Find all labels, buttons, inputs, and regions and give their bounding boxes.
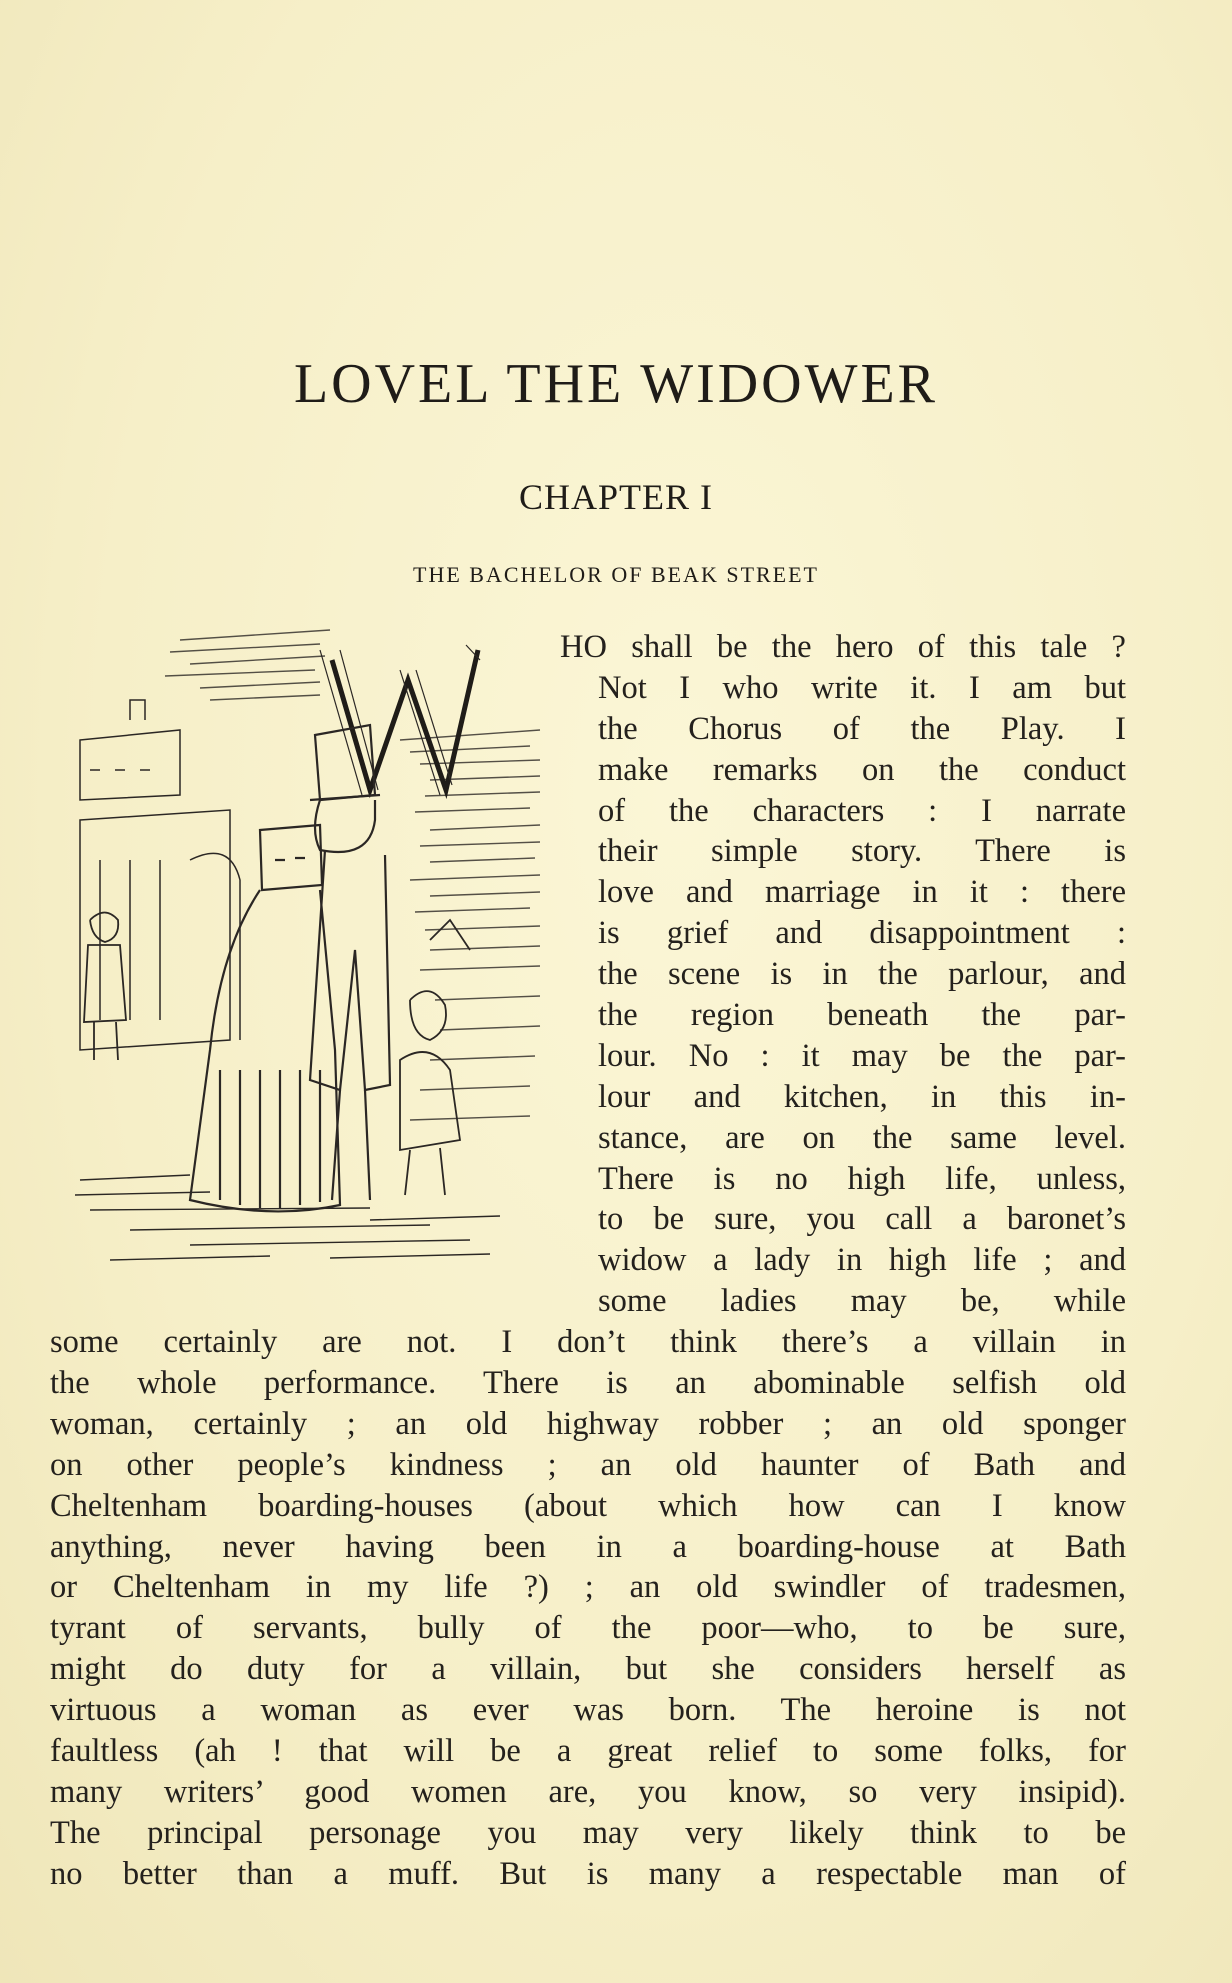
chapter-heading: CHAPTER I [518,477,713,517]
text-line: some ladies may be, while [598,1283,1126,1320]
chapter-subtitle: THE BACHELOR OF BEAK STREET [413,562,819,587]
text-line: faultless (ah ! that will be a great relief to some folks, for [50,1733,1126,1770]
text-line: lour and kitchen, in this in- [598,1078,1126,1115]
text-line: HO shall be the hero of this tale ? [560,629,1126,665]
text-line: no better than a muff. But is many a respectable man of [50,1855,1126,1892]
text-line: tyrant of servants, bully of the poor—who, to be sure, [50,1610,1126,1647]
text-line: the Chorus of the Play. I [598,710,1126,747]
text-line: the whole performance. There is an abominable selfish old [50,1365,1126,1402]
text-line: virtuous a woman as ever was born. The heroine is not [50,1692,1126,1729]
text-line: anything, never having been in a boarding-house at Bath [50,1528,1126,1565]
text-line: is grief and disappointment : [598,915,1126,952]
text-line: Cheltenham boarding-houses (about which how can I know [50,1487,1126,1524]
text-line: Not I who write it. I am but [598,669,1126,706]
text-line: the scene is in the parlour, and [598,956,1126,993]
body-text [50,627,1126,1895]
text-line: There is no high life, unless, [598,1160,1126,1197]
text-line: The principal personage you may very likely think to be [50,1814,1126,1851]
text-line: of the characters : I narrate [598,792,1126,829]
text-line: their simple story. There is [598,833,1126,870]
text-line: make remarks on the conduct [598,751,1126,788]
text-line: many writers’ good women are, you know, so very insipid). [50,1773,1126,1810]
text-line: woman, certainly ; an old highway robber ; an old sponger [50,1405,1126,1442]
text-line: some certainly are not. I don’t think there’s a villain in [50,1324,1126,1361]
text-line: might do duty for a villain, but she considers herself as [50,1651,1126,1688]
text-line: lour. No : it may be the par- [598,1037,1126,1074]
text-line: on other people’s kindness ; an old haunter of Bath and [50,1446,1126,1483]
book-title: LOVEL THE WIDOWER [293,353,939,415]
text-line: stance, are on the same level. [598,1119,1126,1156]
text-line: love and marriage in it : there [598,874,1126,911]
text-line: to be sure, you call a baronet’s [598,1201,1126,1238]
text-line: or Cheltenham in my life ?) ; an old swindler of tradesmen, [50,1569,1126,1606]
text-line: widow a lady in high life ; and [598,1242,1126,1279]
text-line: the region beneath the par- [598,997,1126,1034]
